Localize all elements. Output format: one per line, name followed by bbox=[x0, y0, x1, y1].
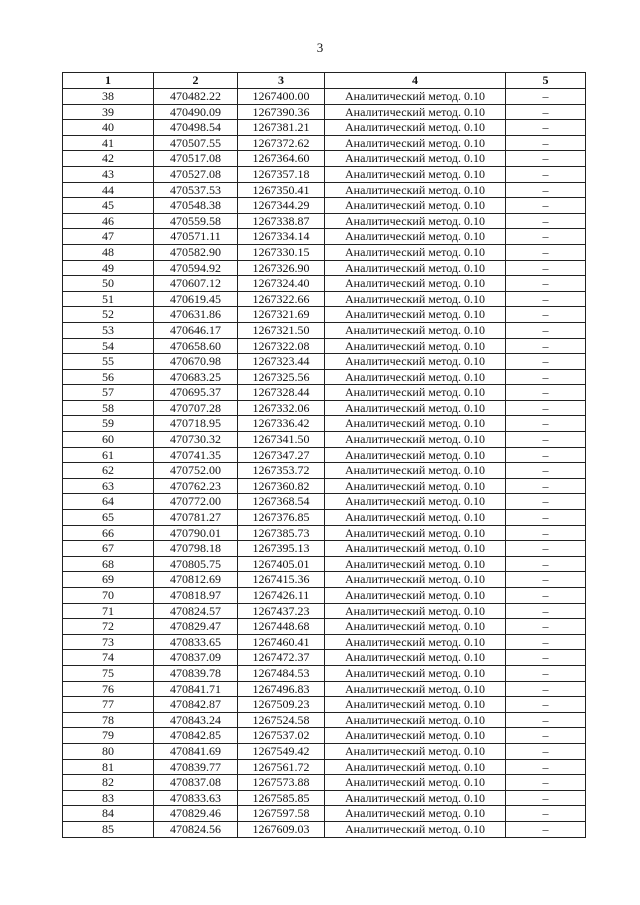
x-coordinate-cell: 470843.24 bbox=[154, 712, 238, 728]
note-cell: – bbox=[506, 806, 586, 822]
point-number-cell: 74 bbox=[63, 650, 154, 666]
method-cell: Аналитический метод. 0.10 bbox=[325, 650, 506, 666]
method-cell: Аналитический метод. 0.10 bbox=[325, 89, 506, 105]
y-coordinate-cell: 1267344.29 bbox=[238, 198, 325, 214]
table-row bbox=[63, 463, 586, 479]
method-cell: Аналитический метод. 0.10 bbox=[325, 525, 506, 541]
method-cell: Аналитический метод. 0.10 bbox=[325, 400, 506, 416]
note-cell: – bbox=[506, 416, 586, 432]
x-coordinate-cell: 470752.00 bbox=[154, 463, 238, 479]
point-number-cell: 55 bbox=[63, 354, 154, 370]
table-row bbox=[63, 338, 586, 354]
y-coordinate-cell: 1267405.01 bbox=[238, 556, 325, 572]
note-cell: – bbox=[506, 821, 586, 837]
x-coordinate-cell: 470490.09 bbox=[154, 104, 238, 120]
note-cell: – bbox=[506, 260, 586, 276]
point-number-cell: 54 bbox=[63, 338, 154, 354]
x-coordinate-cell: 470805.75 bbox=[154, 556, 238, 572]
note-cell: – bbox=[506, 322, 586, 338]
table-row bbox=[63, 712, 586, 728]
x-coordinate-cell: 470498.54 bbox=[154, 120, 238, 136]
y-coordinate-cell: 1267385.73 bbox=[238, 525, 325, 541]
note-cell: – bbox=[506, 697, 586, 713]
y-coordinate-cell: 1267561.72 bbox=[238, 759, 325, 775]
y-coordinate-cell: 1267537.02 bbox=[238, 728, 325, 744]
x-coordinate-cell: 470548.38 bbox=[154, 198, 238, 214]
method-cell: Аналитический метод. 0.10 bbox=[325, 135, 506, 151]
x-coordinate-cell: 470839.77 bbox=[154, 759, 238, 775]
y-coordinate-cell: 1267573.88 bbox=[238, 775, 325, 791]
point-number-cell: 50 bbox=[63, 276, 154, 292]
method-cell: Аналитический метод. 0.10 bbox=[325, 244, 506, 260]
point-number-cell: 70 bbox=[63, 588, 154, 604]
y-coordinate-cell: 1267322.08 bbox=[238, 338, 325, 354]
note-cell: – bbox=[506, 307, 586, 323]
y-coordinate-cell: 1267484.53 bbox=[238, 665, 325, 681]
method-cell: Аналитический метод. 0.10 bbox=[325, 478, 506, 494]
table-row bbox=[63, 525, 586, 541]
page-number: 3 bbox=[316, 40, 324, 55]
point-number-cell: 52 bbox=[63, 307, 154, 323]
x-coordinate-cell: 470631.86 bbox=[154, 307, 238, 323]
table-row bbox=[63, 385, 586, 401]
note-cell: – bbox=[506, 728, 586, 744]
note-cell: – bbox=[506, 276, 586, 292]
point-number-cell: 80 bbox=[63, 743, 154, 759]
method-cell: Аналитический метод. 0.10 bbox=[325, 556, 506, 572]
x-coordinate-cell: 470829.46 bbox=[154, 806, 238, 822]
note-cell: – bbox=[506, 104, 586, 120]
table-row bbox=[63, 510, 586, 526]
x-coordinate-cell: 470594.92 bbox=[154, 260, 238, 276]
point-number-cell: 46 bbox=[63, 213, 154, 229]
note-cell: – bbox=[506, 743, 586, 759]
y-coordinate-cell: 1267332.06 bbox=[238, 400, 325, 416]
x-coordinate-cell: 470781.27 bbox=[154, 510, 238, 526]
note-cell: – bbox=[506, 603, 586, 619]
point-number-cell: 65 bbox=[63, 510, 154, 526]
point-number-cell: 81 bbox=[63, 759, 154, 775]
note-cell: – bbox=[506, 182, 586, 198]
note-cell: – bbox=[506, 681, 586, 697]
x-coordinate-cell: 470833.65 bbox=[154, 634, 238, 650]
y-coordinate-cell: 1267400.00 bbox=[238, 89, 325, 105]
note-cell: – bbox=[506, 572, 586, 588]
y-coordinate-cell: 1267381.21 bbox=[238, 120, 325, 136]
note-cell: – bbox=[506, 650, 586, 666]
point-number-cell: 41 bbox=[63, 135, 154, 151]
note-cell: – bbox=[506, 759, 586, 775]
table-row bbox=[63, 244, 586, 260]
column-header-4: 4 bbox=[325, 73, 506, 89]
x-coordinate-cell: 470559.58 bbox=[154, 213, 238, 229]
note-cell: – bbox=[506, 89, 586, 105]
table-row bbox=[63, 198, 586, 214]
method-cell: Аналитический метод. 0.10 bbox=[325, 182, 506, 198]
table-row bbox=[63, 634, 586, 650]
method-cell: Аналитический метод. 0.10 bbox=[325, 728, 506, 744]
point-number-cell: 60 bbox=[63, 432, 154, 448]
method-cell: Аналитический метод. 0.10 bbox=[325, 198, 506, 214]
point-number-cell: 75 bbox=[63, 665, 154, 681]
method-cell: Аналитический метод. 0.10 bbox=[325, 416, 506, 432]
column-header-5: 5 bbox=[506, 73, 586, 89]
x-coordinate-cell: 470482.22 bbox=[154, 89, 238, 105]
y-coordinate-cell: 1267372.62 bbox=[238, 135, 325, 151]
x-coordinate-cell: 470829.47 bbox=[154, 619, 238, 635]
table-row bbox=[63, 494, 586, 510]
table-row bbox=[63, 556, 586, 572]
method-cell: Аналитический метод. 0.10 bbox=[325, 291, 506, 307]
x-coordinate-cell: 470842.87 bbox=[154, 697, 238, 713]
point-number-cell: 40 bbox=[63, 120, 154, 136]
x-coordinate-cell: 470527.08 bbox=[154, 166, 238, 182]
table-row bbox=[63, 276, 586, 292]
point-number-cell: 64 bbox=[63, 494, 154, 510]
y-coordinate-cell: 1267341.50 bbox=[238, 432, 325, 448]
table-row bbox=[63, 120, 586, 136]
table-row bbox=[63, 790, 586, 806]
method-cell: Аналитический метод. 0.10 bbox=[325, 619, 506, 635]
point-number-cell: 53 bbox=[63, 322, 154, 338]
method-cell: Аналитический метод. 0.10 bbox=[325, 572, 506, 588]
y-coordinate-cell: 1267437.23 bbox=[238, 603, 325, 619]
note-cell: – bbox=[506, 400, 586, 416]
method-cell: Аналитический метод. 0.10 bbox=[325, 354, 506, 370]
table-header-row bbox=[63, 73, 586, 89]
y-coordinate-cell: 1267334.14 bbox=[238, 229, 325, 245]
y-coordinate-cell: 1267524.58 bbox=[238, 712, 325, 728]
point-number-cell: 71 bbox=[63, 603, 154, 619]
method-cell: Аналитический метод. 0.10 bbox=[325, 712, 506, 728]
point-number-cell: 61 bbox=[63, 447, 154, 463]
x-coordinate-cell: 470695.37 bbox=[154, 385, 238, 401]
method-cell: Аналитический метод. 0.10 bbox=[325, 151, 506, 167]
table-row bbox=[63, 135, 586, 151]
method-cell: Аналитический метод. 0.10 bbox=[325, 338, 506, 354]
y-coordinate-cell: 1267496.83 bbox=[238, 681, 325, 697]
y-coordinate-cell: 1267585.85 bbox=[238, 790, 325, 806]
x-coordinate-cell: 470741.35 bbox=[154, 447, 238, 463]
x-coordinate-cell: 470772.00 bbox=[154, 494, 238, 510]
point-number-cell: 77 bbox=[63, 697, 154, 713]
note-cell: – bbox=[506, 338, 586, 354]
method-cell: Аналитический метод. 0.10 bbox=[325, 681, 506, 697]
y-coordinate-cell: 1267353.72 bbox=[238, 463, 325, 479]
table-row bbox=[63, 182, 586, 198]
point-number-cell: 42 bbox=[63, 151, 154, 167]
note-cell: – bbox=[506, 775, 586, 791]
x-coordinate-cell: 470798.18 bbox=[154, 541, 238, 557]
point-number-cell: 68 bbox=[63, 556, 154, 572]
point-number-cell: 57 bbox=[63, 385, 154, 401]
table-row bbox=[63, 603, 586, 619]
y-coordinate-cell: 1267321.50 bbox=[238, 322, 325, 338]
table-row bbox=[63, 728, 586, 744]
method-cell: Аналитический метод. 0.10 bbox=[325, 603, 506, 619]
point-number-cell: 78 bbox=[63, 712, 154, 728]
table-row bbox=[63, 307, 586, 323]
note-cell: – bbox=[506, 432, 586, 448]
table-row bbox=[63, 151, 586, 167]
x-coordinate-cell: 470683.25 bbox=[154, 369, 238, 385]
note-cell: – bbox=[506, 665, 586, 681]
method-cell: Аналитический метод. 0.10 bbox=[325, 229, 506, 245]
table-row bbox=[63, 104, 586, 120]
note-cell: – bbox=[506, 447, 586, 463]
note-cell: – bbox=[506, 712, 586, 728]
y-coordinate-cell: 1267368.54 bbox=[238, 494, 325, 510]
point-number-cell: 69 bbox=[63, 572, 154, 588]
x-coordinate-cell: 470824.56 bbox=[154, 821, 238, 837]
table-row bbox=[63, 681, 586, 697]
note-cell: – bbox=[506, 198, 586, 214]
x-coordinate-cell: 470607.12 bbox=[154, 276, 238, 292]
note-cell: – bbox=[506, 151, 586, 167]
point-number-cell: 48 bbox=[63, 244, 154, 260]
point-number-cell: 84 bbox=[63, 806, 154, 822]
column-header-1: 1 bbox=[63, 73, 154, 89]
method-cell: Аналитический метод. 0.10 bbox=[325, 307, 506, 323]
note-cell: – bbox=[506, 385, 586, 401]
table-row bbox=[63, 166, 586, 182]
point-number-cell: 83 bbox=[63, 790, 154, 806]
table-row bbox=[63, 447, 586, 463]
table-row bbox=[63, 89, 586, 105]
method-cell: Аналитический метод. 0.10 bbox=[325, 276, 506, 292]
y-coordinate-cell: 1267460.41 bbox=[238, 634, 325, 650]
y-coordinate-cell: 1267597.58 bbox=[238, 806, 325, 822]
table-row bbox=[63, 759, 586, 775]
point-number-cell: 44 bbox=[63, 182, 154, 198]
point-number-cell: 49 bbox=[63, 260, 154, 276]
method-cell: Аналитический метод. 0.10 bbox=[325, 385, 506, 401]
x-coordinate-cell: 470507.55 bbox=[154, 135, 238, 151]
y-coordinate-cell: 1267322.66 bbox=[238, 291, 325, 307]
point-number-cell: 51 bbox=[63, 291, 154, 307]
note-cell: – bbox=[506, 291, 586, 307]
x-coordinate-cell: 470707.28 bbox=[154, 400, 238, 416]
method-cell: Аналитический метод. 0.10 bbox=[325, 806, 506, 822]
method-cell: Аналитический метод. 0.10 bbox=[325, 665, 506, 681]
y-coordinate-cell: 1267448.68 bbox=[238, 619, 325, 635]
table-row bbox=[63, 213, 586, 229]
method-cell: Аналитический метод. 0.10 bbox=[325, 104, 506, 120]
y-coordinate-cell: 1267395.13 bbox=[238, 541, 325, 557]
method-cell: Аналитический метод. 0.10 bbox=[325, 697, 506, 713]
method-cell: Аналитический метод. 0.10 bbox=[325, 322, 506, 338]
point-number-cell: 58 bbox=[63, 400, 154, 416]
y-coordinate-cell: 1267326.90 bbox=[238, 260, 325, 276]
x-coordinate-cell: 470842.85 bbox=[154, 728, 238, 744]
column-header-3: 3 bbox=[238, 73, 325, 89]
y-coordinate-cell: 1267323.44 bbox=[238, 354, 325, 370]
point-number-cell: 39 bbox=[63, 104, 154, 120]
method-cell: Аналитический метод. 0.10 bbox=[325, 510, 506, 526]
point-number-cell: 38 bbox=[63, 89, 154, 105]
point-number-cell: 66 bbox=[63, 525, 154, 541]
point-number-cell: 43 bbox=[63, 166, 154, 182]
y-coordinate-cell: 1267350.41 bbox=[238, 182, 325, 198]
method-cell: Аналитический метод. 0.10 bbox=[325, 369, 506, 385]
table-row bbox=[63, 322, 586, 338]
note-cell: – bbox=[506, 354, 586, 370]
note-cell: – bbox=[506, 213, 586, 229]
point-number-cell: 56 bbox=[63, 369, 154, 385]
note-cell: – bbox=[506, 634, 586, 650]
y-coordinate-cell: 1267415.36 bbox=[238, 572, 325, 588]
x-coordinate-cell: 470837.08 bbox=[154, 775, 238, 791]
table-row bbox=[63, 416, 586, 432]
x-coordinate-cell: 470646.17 bbox=[154, 322, 238, 338]
table-body bbox=[63, 89, 586, 838]
x-coordinate-cell: 470537.53 bbox=[154, 182, 238, 198]
note-cell: – bbox=[506, 166, 586, 182]
y-coordinate-cell: 1267328.44 bbox=[238, 385, 325, 401]
method-cell: Аналитический метод. 0.10 bbox=[325, 447, 506, 463]
table-row bbox=[63, 229, 586, 245]
point-number-cell: 63 bbox=[63, 478, 154, 494]
table-row bbox=[63, 665, 586, 681]
table-row bbox=[63, 291, 586, 307]
x-coordinate-cell: 470619.45 bbox=[154, 291, 238, 307]
x-coordinate-cell: 470833.63 bbox=[154, 790, 238, 806]
y-coordinate-cell: 1267609.03 bbox=[238, 821, 325, 837]
y-coordinate-cell: 1267509.23 bbox=[238, 697, 325, 713]
method-cell: Аналитический метод. 0.10 bbox=[325, 790, 506, 806]
point-number-cell: 76 bbox=[63, 681, 154, 697]
x-coordinate-cell: 470824.57 bbox=[154, 603, 238, 619]
y-coordinate-cell: 1267472.37 bbox=[238, 650, 325, 666]
y-coordinate-cell: 1267325.56 bbox=[238, 369, 325, 385]
y-coordinate-cell: 1267321.69 bbox=[238, 307, 325, 323]
table-row bbox=[63, 354, 586, 370]
note-cell: – bbox=[506, 369, 586, 385]
table-row bbox=[63, 743, 586, 759]
x-coordinate-cell: 470571.11 bbox=[154, 229, 238, 245]
x-coordinate-cell: 470837.09 bbox=[154, 650, 238, 666]
table-row bbox=[63, 478, 586, 494]
y-coordinate-cell: 1267360.82 bbox=[238, 478, 325, 494]
coordinates-table bbox=[62, 72, 586, 838]
method-cell: Аналитический метод. 0.10 bbox=[325, 166, 506, 182]
column-header-2: 2 bbox=[154, 73, 238, 89]
method-cell: Аналитический метод. 0.10 bbox=[325, 588, 506, 604]
x-coordinate-cell: 470582.90 bbox=[154, 244, 238, 260]
table-row bbox=[63, 400, 586, 416]
note-cell: – bbox=[506, 463, 586, 479]
point-number-cell: 62 bbox=[63, 463, 154, 479]
x-coordinate-cell: 470818.97 bbox=[154, 588, 238, 604]
note-cell: – bbox=[506, 120, 586, 136]
table-row bbox=[63, 588, 586, 604]
x-coordinate-cell: 470841.69 bbox=[154, 743, 238, 759]
y-coordinate-cell: 1267338.87 bbox=[238, 213, 325, 229]
note-cell: – bbox=[506, 619, 586, 635]
table-row bbox=[63, 697, 586, 713]
method-cell: Аналитический метод. 0.10 bbox=[325, 743, 506, 759]
method-cell: Аналитический метод. 0.10 bbox=[325, 759, 506, 775]
table-row bbox=[63, 775, 586, 791]
note-cell: – bbox=[506, 790, 586, 806]
x-coordinate-cell: 470718.95 bbox=[154, 416, 238, 432]
point-number-cell: 47 bbox=[63, 229, 154, 245]
table-row bbox=[63, 821, 586, 837]
y-coordinate-cell: 1267330.15 bbox=[238, 244, 325, 260]
note-cell: – bbox=[506, 588, 586, 604]
note-cell: – bbox=[506, 541, 586, 557]
note-cell: – bbox=[506, 525, 586, 541]
x-coordinate-cell: 470790.01 bbox=[154, 525, 238, 541]
point-number-cell: 73 bbox=[63, 634, 154, 650]
y-coordinate-cell: 1267347.27 bbox=[238, 447, 325, 463]
y-coordinate-cell: 1267390.36 bbox=[238, 104, 325, 120]
point-number-cell: 85 bbox=[63, 821, 154, 837]
x-coordinate-cell: 470730.32 bbox=[154, 432, 238, 448]
table-row bbox=[63, 650, 586, 666]
method-cell: Аналитический метод. 0.10 bbox=[325, 634, 506, 650]
method-cell: Аналитический метод. 0.10 bbox=[325, 463, 506, 479]
method-cell: Аналитический метод. 0.10 bbox=[325, 432, 506, 448]
y-coordinate-cell: 1267549.42 bbox=[238, 743, 325, 759]
method-cell: Аналитический метод. 0.10 bbox=[325, 120, 506, 136]
x-coordinate-cell: 470841.71 bbox=[154, 681, 238, 697]
method-cell: Аналитический метод. 0.10 bbox=[325, 541, 506, 557]
note-cell: – bbox=[506, 244, 586, 260]
method-cell: Аналитический метод. 0.10 bbox=[325, 775, 506, 791]
note-cell: – bbox=[506, 478, 586, 494]
point-number-cell: 67 bbox=[63, 541, 154, 557]
point-number-cell: 45 bbox=[63, 198, 154, 214]
table-row bbox=[63, 432, 586, 448]
table-row bbox=[63, 260, 586, 276]
table-row bbox=[63, 806, 586, 822]
x-coordinate-cell: 470839.78 bbox=[154, 665, 238, 681]
x-coordinate-cell: 470670.98 bbox=[154, 354, 238, 370]
point-number-cell: 79 bbox=[63, 728, 154, 744]
point-number-cell: 82 bbox=[63, 775, 154, 791]
note-cell: – bbox=[506, 556, 586, 572]
note-cell: – bbox=[506, 135, 586, 151]
note-cell: – bbox=[506, 494, 586, 510]
note-cell: – bbox=[506, 510, 586, 526]
note-cell: – bbox=[506, 229, 586, 245]
y-coordinate-cell: 1267336.42 bbox=[238, 416, 325, 432]
table-row bbox=[63, 619, 586, 635]
point-number-cell: 72 bbox=[63, 619, 154, 635]
y-coordinate-cell: 1267376.85 bbox=[238, 510, 325, 526]
table-row bbox=[63, 572, 586, 588]
y-coordinate-cell: 1267426.11 bbox=[238, 588, 325, 604]
method-cell: Аналитический метод. 0.10 bbox=[325, 494, 506, 510]
table-row bbox=[63, 369, 586, 385]
table-row bbox=[63, 541, 586, 557]
point-number-cell: 59 bbox=[63, 416, 154, 432]
y-coordinate-cell: 1267357.18 bbox=[238, 166, 325, 182]
y-coordinate-cell: 1267324.40 bbox=[238, 276, 325, 292]
y-coordinate-cell: 1267364.60 bbox=[238, 151, 325, 167]
x-coordinate-cell: 470658.60 bbox=[154, 338, 238, 354]
x-coordinate-cell: 470812.69 bbox=[154, 572, 238, 588]
x-coordinate-cell: 470762.23 bbox=[154, 478, 238, 494]
method-cell: Аналитический метод. 0.10 bbox=[325, 213, 506, 229]
method-cell: Аналитический метод. 0.10 bbox=[325, 821, 506, 837]
method-cell: Аналитический метод. 0.10 bbox=[325, 260, 506, 276]
x-coordinate-cell: 470517.08 bbox=[154, 151, 238, 167]
